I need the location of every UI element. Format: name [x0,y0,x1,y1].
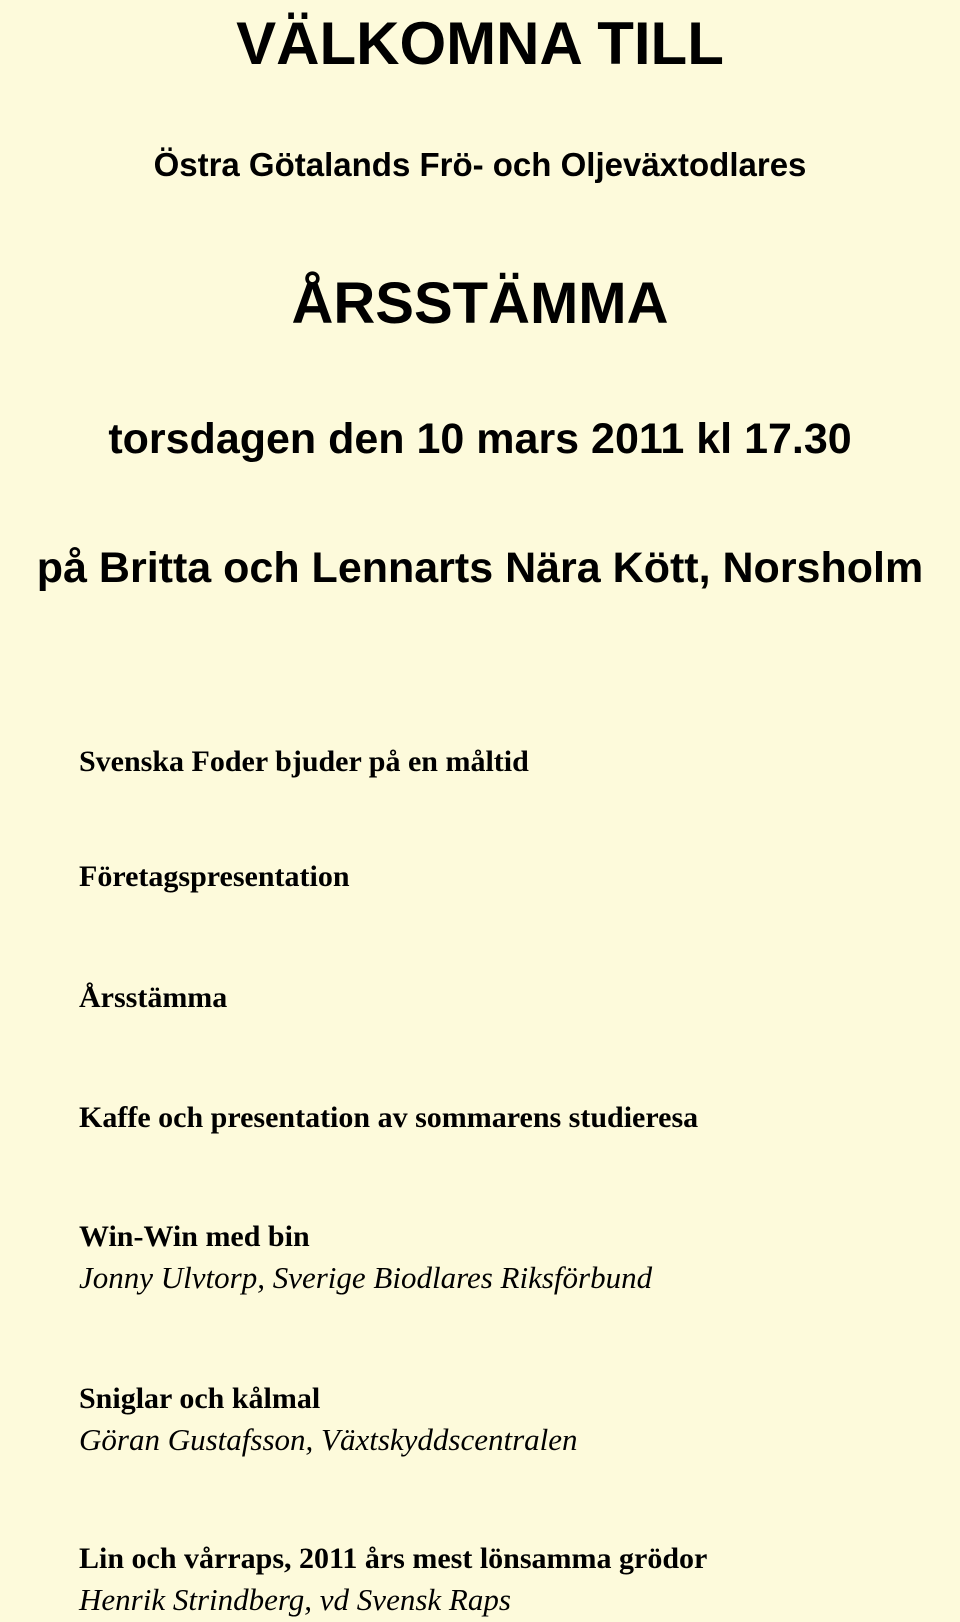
organization-name: Östra Götalands Frö- och Oljeväxtodlares [153,146,807,183]
page-title: VÄLKOMNA TILL [236,10,724,77]
program-item-speaker: Göran Gustafsson, Växtskyddscentralen [79,1422,578,1457]
meeting-venue: på Britta och Lennarts Nära Kött, Norsholm [36,544,924,592]
program-item-speaker: Jonny Ulvtorp, Sverige Biodlares Riksförbund [79,1260,653,1295]
program-item-title: Kaffe och presentation av sommarens studieresa [79,1101,699,1134]
program-item-title: Sniglar och kålmal [79,1382,321,1415]
program-item-title: Svenska Foder bjuder på en måltid [79,745,529,778]
program-item-title: Lin och vårraps, 2011 års mest lönsamma grödor [79,1542,708,1575]
meeting-title: ÅRSSTÄMMA [291,271,669,336]
program-item-title: Årsstämma [79,981,228,1014]
program-item-title: Win-Win med bin [79,1220,310,1253]
program-item-title: Företagspresentation [79,860,350,893]
meeting-date: torsdagen den 10 mars 2011 kl 17.30 [108,415,852,463]
program-item-speaker: Henrik Strindberg, vd Svensk Raps [79,1582,511,1617]
